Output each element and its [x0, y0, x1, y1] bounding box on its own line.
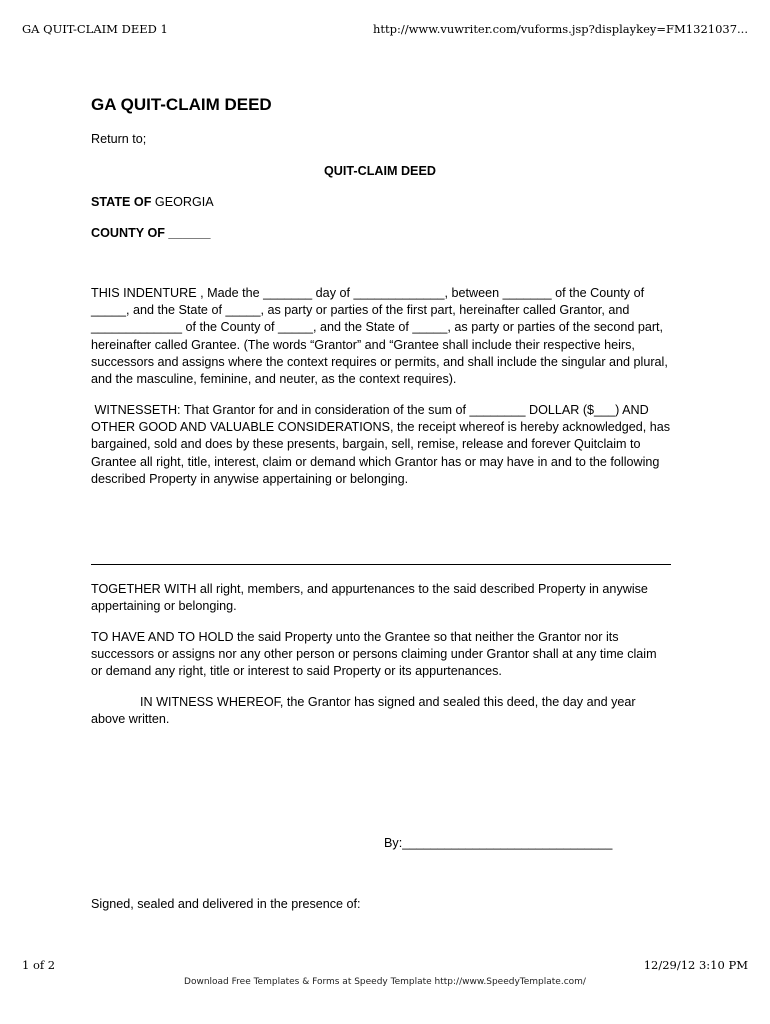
property-description-line [91, 564, 671, 565]
footer-credit: Download Free Templates & Forms at Speedy Template http://www.SpeedyTemplate.com/ [184, 977, 586, 987]
together-with-paragraph: TOGETHER WITH all right, members, and appurtenances to the said described Property in anywise appertaining or belonging. [91, 582, 648, 614]
print-datetime: 12/29/12 3:10 PM [643, 958, 748, 972]
in-witness-paragraph: IN WITNESS WHEREOF, the Grantor has signed and sealed this deed, the day and year above written. [91, 695, 636, 727]
signature-by-line: By:______________________________ [384, 836, 613, 850]
page-number: 1 of 2 [22, 958, 56, 972]
state-value: GEORGIA [151, 195, 214, 209]
witnesseth-paragraph: WITNESSETH: That Grantor for and in consideration of the sum of ________ DOLLAR ($___) AND OTHER GOOD AND VALUABLE CONSIDERATIONS, the receipt whereof is hereby acknowledged, has bargained, sold and does by these presents, bargain, sell, remise, release and forever Quitclaim to Grantee all right, title, interest, claim or demand which Grantor has or may have in and to the following described Property in anywise appertaining or belonging. [91, 403, 671, 486]
print-header-title: GA QUIT-CLAIM DEED 1 [22, 22, 168, 36]
habendum-paragraph: TO HAVE AND TO HOLD the said Property unto the Grantee so that neither the Grantor nor its successors or assigns nor any other person or persons claiming under Grantor shall at any time claim or demand any right, title or interest to said Property or its appurtenances. [91, 630, 657, 679]
state-label: STATE OF [91, 195, 152, 209]
return-to-line: Return to; [91, 132, 147, 146]
print-header [22, 22, 748, 36]
print-header-url: http://www.vuwriter.com/vuforms.jsp?displaykey=FM1321037... [372, 22, 748, 36]
county-line: COUNTY OF ______ [91, 226, 211, 240]
print-footer [22, 958, 748, 972]
state-line [91, 194, 214, 211]
deed-heading: QUIT-CLAIM DEED [324, 164, 436, 178]
signed-sealed-line: Signed, sealed and delivered in the presence of: [91, 897, 361, 911]
indenture-paragraph: THIS INDENTURE , Made the _______ day of _____________, between _______ of the County of _____, and the State of _____, as party or parties of the first part, hereinafter called Grantor, and _____________ of the County of _____, and the State of _____, as party or parties of the second part, hereinafter called Grantee. (The words “Grantor” and “Grantee shall include their respective heirs, successors and assigns where the context requires or permits, and shall include the singular and plural, and the masculine, feminine, and neuter, as the context requires). [91, 286, 668, 387]
document-title: GA QUIT-CLAIM DEED [91, 95, 272, 114]
